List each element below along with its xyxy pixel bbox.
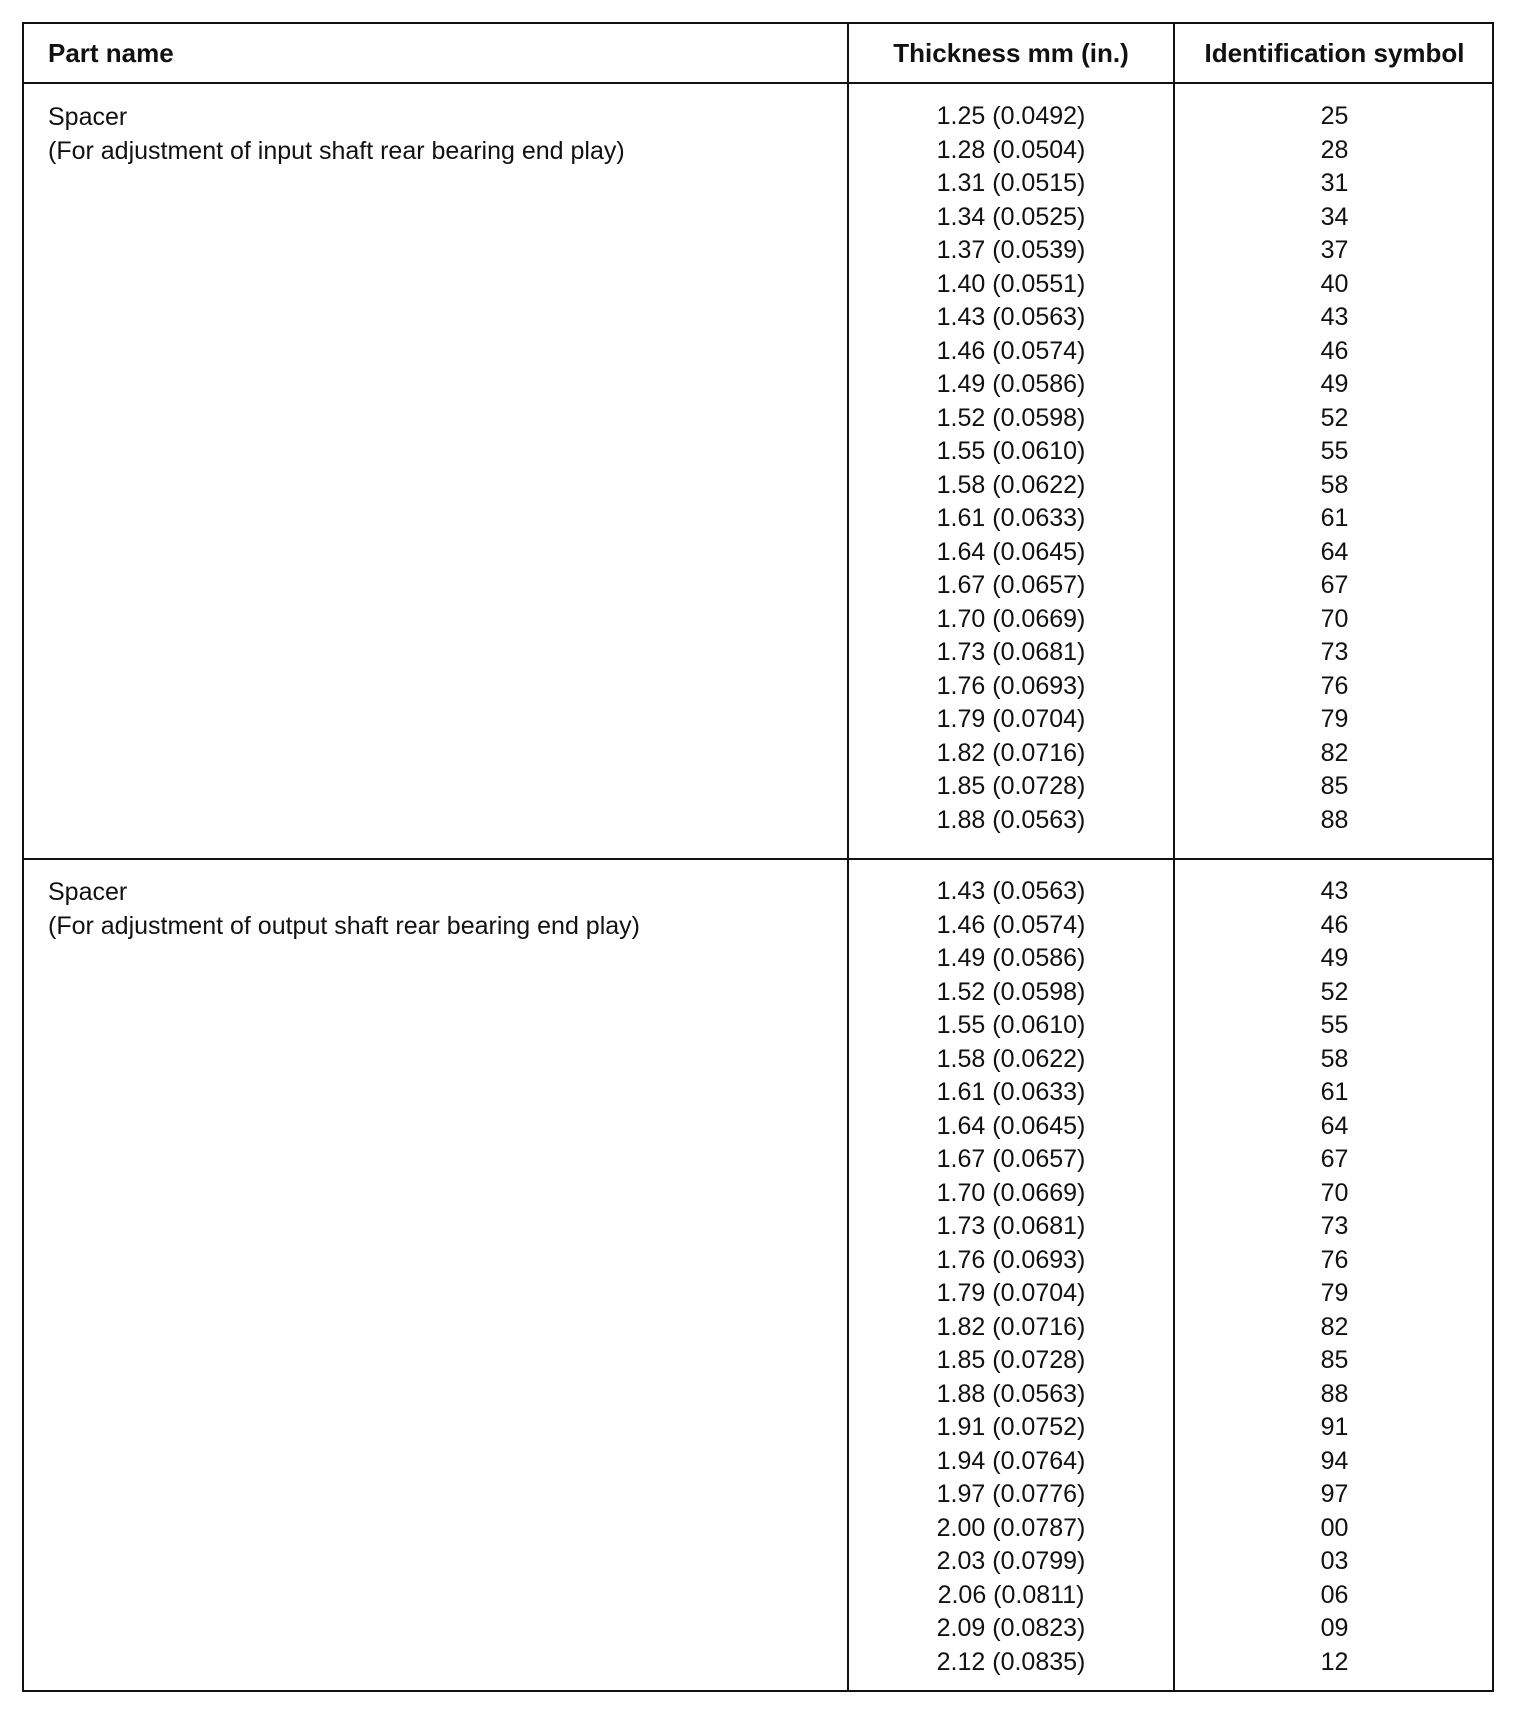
- symbol-cell: 70: [1320, 604, 1349, 633]
- symbol-cell: 55: [1320, 437, 1349, 465]
- thickness-cell: 1.46 (0.0574): [936, 336, 1086, 365]
- symbol-cell: 46: [1320, 910, 1349, 939]
- symbol-cell: 49: [1320, 944, 1349, 972]
- symbol-cell: 52: [1320, 403, 1349, 432]
- symbol-cell: 97: [1320, 1480, 1349, 1508]
- symbol-cell: 67: [1320, 1145, 1349, 1173]
- symbol-cell: 88: [1320, 805, 1349, 834]
- symbol-cell: 25: [1320, 102, 1349, 130]
- symbol-cell: 64: [1320, 537, 1349, 566]
- thickness-cell: 1.58 (0.0622): [936, 1044, 1086, 1073]
- symbol-cell: 58: [1320, 1044, 1349, 1073]
- part-description: (For adjustment of input shaft rear bearing end play): [48, 137, 625, 165]
- symbol-cell: 52: [1320, 977, 1349, 1006]
- symbol-cell: 06: [1320, 1580, 1349, 1609]
- thickness-cell: 1.70 (0.0669): [936, 1178, 1086, 1207]
- symbol-cell: 03: [1320, 1547, 1349, 1575]
- thickness-cell: 1.34 (0.0525): [936, 202, 1086, 231]
- symbol-cell: 55: [1320, 1011, 1349, 1039]
- group-1-part: [48, 100, 625, 168]
- thickness-cell: 1.43 (0.0563): [936, 303, 1086, 331]
- thickness-cell: 1.79 (0.0704): [936, 1279, 1086, 1307]
- thickness-cell: 1.28 (0.0504): [936, 135, 1086, 164]
- thickness-cell: 1.73 (0.0681): [936, 638, 1086, 666]
- thickness-cell: 1.88 (0.0563): [936, 805, 1086, 834]
- thickness-cell: 1.49 (0.0586): [936, 370, 1086, 398]
- thickness-cell: 1.82 (0.0716): [936, 738, 1086, 767]
- symbol-cell: 09: [1320, 1614, 1349, 1642]
- spacer-table: [22, 22, 1494, 1692]
- symbol-cell: 49: [1320, 370, 1349, 398]
- group-1-thickness-column: [849, 100, 1173, 837]
- symbol-cell: 85: [1320, 1346, 1349, 1374]
- thickness-cell: 1.61 (0.0633): [936, 504, 1086, 532]
- symbol-cell: 85: [1320, 772, 1349, 800]
- thickness-cell: 1.85 (0.0728): [936, 1346, 1086, 1374]
- thickness-cell: 2.06 (0.0811): [937, 1580, 1085, 1609]
- thickness-cell: 1.58 (0.0622): [936, 470, 1086, 499]
- symbol-cell: 64: [1320, 1111, 1349, 1140]
- symbol-cell: 61: [1320, 504, 1349, 532]
- thickness-cell: 1.79 (0.0704): [936, 705, 1086, 733]
- group-2-thickness-column: [849, 875, 1173, 1679]
- symbol-cell: 34: [1320, 202, 1349, 231]
- symbol-cell: 58: [1320, 470, 1349, 499]
- symbol-cell: 88: [1320, 1379, 1349, 1408]
- thickness-cell: 1.43 (0.0563): [936, 877, 1086, 905]
- symbol-cell: 79: [1320, 1279, 1349, 1307]
- symbol-cell: 94: [1320, 1446, 1349, 1475]
- header-divider: [24, 82, 1492, 84]
- thickness-cell: 1.91 (0.0752): [936, 1413, 1086, 1441]
- header-thickness: Thickness mm (in.): [893, 37, 1129, 68]
- thickness-cell: 1.52 (0.0598): [936, 403, 1086, 432]
- part-name: Spacer: [48, 103, 128, 131]
- symbol-cell: 37: [1320, 236, 1349, 264]
- group-2-part: [48, 875, 640, 943]
- symbol-cell: 31: [1320, 169, 1349, 197]
- symbol-cell: 40: [1320, 269, 1349, 298]
- symbol-cell: 67: [1320, 571, 1349, 599]
- symbol-cell: 82: [1320, 1312, 1349, 1341]
- part-description: (For adjustment of output shaft rear bearing end play): [48, 912, 640, 940]
- thickness-cell: 1.64 (0.0645): [936, 537, 1086, 566]
- symbol-cell: 76: [1320, 671, 1349, 700]
- symbol-cell: 73: [1320, 1212, 1349, 1240]
- thickness-cell: 1.85 (0.0728): [936, 772, 1086, 800]
- symbol-cell: 70: [1320, 1178, 1349, 1207]
- thickness-cell: 1.31 (0.0515): [936, 169, 1086, 197]
- thickness-cell: 2.00 (0.0787): [936, 1513, 1086, 1542]
- thickness-cell: 1.67 (0.0657): [936, 1145, 1086, 1173]
- thickness-cell: 1.64 (0.0645): [936, 1111, 1086, 1140]
- symbol-cell: 12: [1320, 1647, 1349, 1676]
- symbol-cell: 61: [1320, 1078, 1349, 1106]
- part-name: Spacer: [48, 878, 128, 906]
- header-part-name: Part name: [48, 37, 174, 68]
- symbol-cell: 76: [1320, 1245, 1349, 1274]
- group-2-symbol-column: [1175, 875, 1494, 1679]
- symbol-cell: 28: [1320, 135, 1349, 164]
- thickness-cell: 2.09 (0.0823): [936, 1614, 1086, 1642]
- group-1-symbol-column: [1175, 100, 1494, 837]
- symbol-cell: 79: [1320, 705, 1349, 733]
- thickness-cell: 1.97 (0.0776): [936, 1480, 1086, 1508]
- thickness-cell: 1.73 (0.0681): [936, 1212, 1086, 1240]
- thickness-cell: 1.88 (0.0563): [936, 1379, 1086, 1408]
- thickness-cell: 1.46 (0.0574): [936, 910, 1086, 939]
- header-identification-symbol: Identification symbol: [1204, 37, 1465, 68]
- symbol-cell: 91: [1320, 1413, 1349, 1441]
- symbol-cell: 43: [1320, 877, 1349, 905]
- thickness-cell: 1.70 (0.0669): [936, 604, 1086, 633]
- thickness-cell: 1.67 (0.0657): [936, 571, 1086, 599]
- thickness-cell: 1.55 (0.0610): [936, 437, 1086, 465]
- thickness-cell: 1.37 (0.0539): [936, 236, 1086, 264]
- thickness-cell: 1.76 (0.0693): [936, 671, 1086, 700]
- symbol-cell: 46: [1320, 336, 1349, 365]
- symbol-cell: 43: [1320, 303, 1349, 331]
- thickness-cell: 1.25 (0.0492): [936, 102, 1086, 130]
- symbol-cell: 82: [1320, 738, 1349, 767]
- thickness-cell: 1.49 (0.0586): [936, 944, 1086, 972]
- thickness-cell: 1.52 (0.0598): [936, 977, 1086, 1006]
- thickness-cell: 1.55 (0.0610): [936, 1011, 1086, 1039]
- thickness-cell: 1.76 (0.0693): [936, 1245, 1086, 1274]
- group-divider: [24, 858, 1492, 860]
- thickness-cell: 1.94 (0.0764): [936, 1446, 1086, 1475]
- thickness-cell: 1.82 (0.0716): [936, 1312, 1086, 1341]
- thickness-cell: 2.12 (0.0835): [936, 1647, 1086, 1676]
- thickness-cell: 2.03 (0.0799): [936, 1547, 1086, 1575]
- thickness-cell: 1.40 (0.0551): [936, 269, 1086, 298]
- thickness-cell: 1.61 (0.0633): [936, 1078, 1086, 1106]
- symbol-cell: 00: [1320, 1513, 1349, 1542]
- symbol-cell: 73: [1320, 638, 1349, 666]
